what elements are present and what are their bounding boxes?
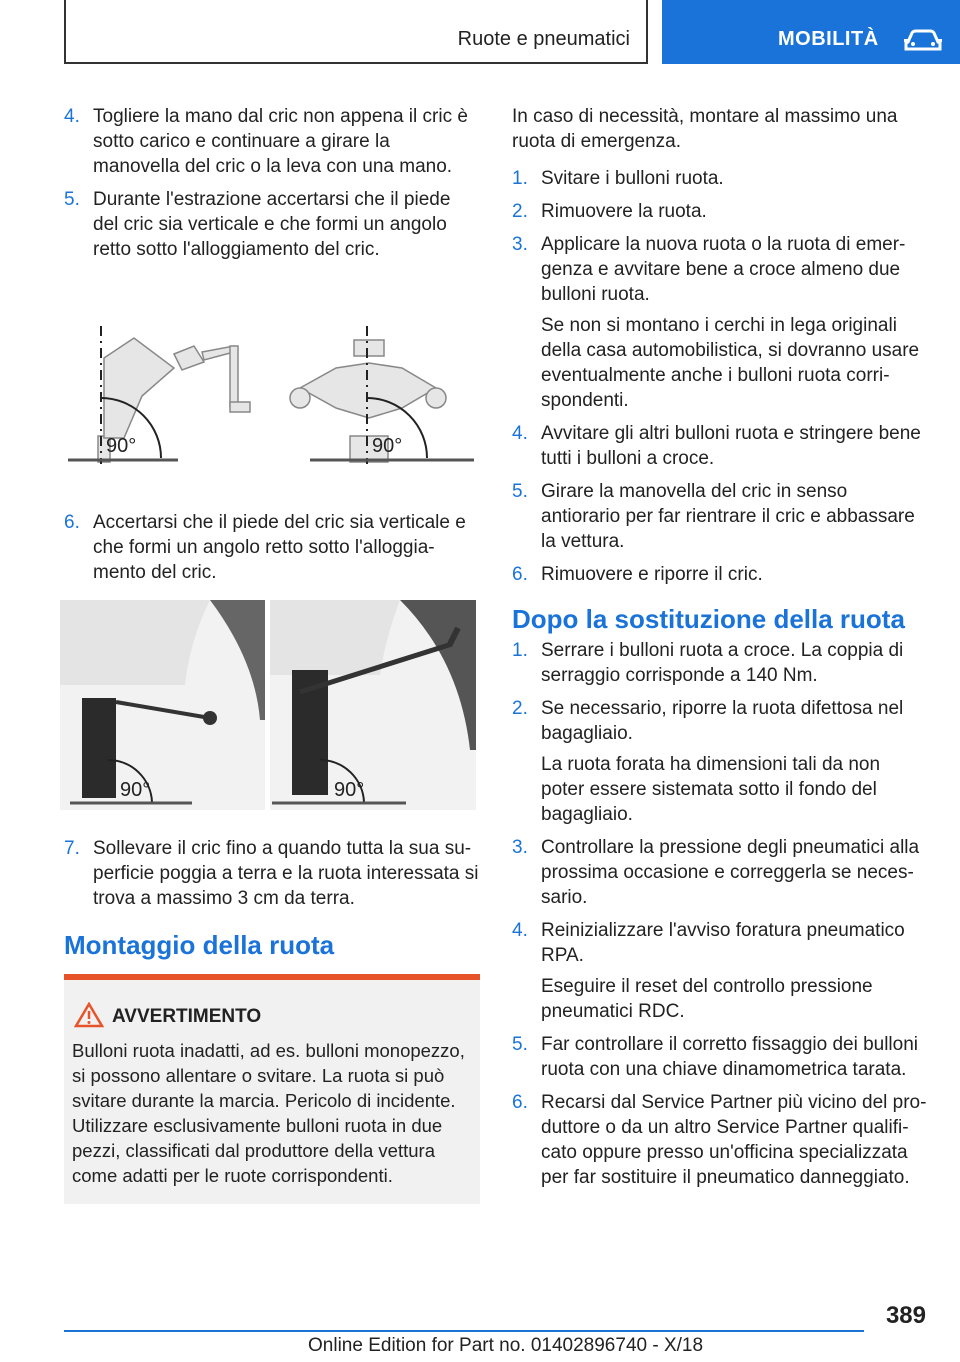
step-text: Avvitare gli altri bulloni ruota e stringere bene tutti i bulloni a croce. bbox=[541, 423, 921, 469]
step-number: 6. bbox=[512, 1092, 528, 1113]
step-number: 2. bbox=[512, 201, 528, 222]
step-number: 3. bbox=[512, 234, 528, 255]
mobility-tab[interactable] bbox=[662, 0, 960, 64]
edition-text: Online Edition for Part no. 01402896740 - X/18 bbox=[308, 1335, 704, 1356]
step-number: 5. bbox=[64, 189, 80, 210]
step-note: La ruota forata ha dimensioni tali da non poter essere sistemata sotto il fondo del bagagliaio. bbox=[541, 754, 881, 825]
section-heading: Dopo la sostituzione della ruota bbox=[512, 604, 905, 634]
list-item bbox=[64, 104, 480, 179]
list-item bbox=[512, 835, 928, 910]
step-text: Accertarsi che il piede del cric sia verticale e che formi un angolo retto sotto l'alloggia-mento del cric. bbox=[93, 512, 466, 583]
list-item bbox=[64, 836, 480, 911]
list-item bbox=[512, 166, 928, 191]
list-item bbox=[512, 918, 928, 1024]
right-column bbox=[512, 104, 928, 1198]
angle-label: 90° bbox=[120, 779, 151, 801]
warning-title: AVVERTIMENTO bbox=[112, 1006, 262, 1027]
step-text: Controllare la pressione degli pneumatici alla prossima occasione e correggerla se neces-sario. bbox=[541, 837, 920, 908]
step-number: 1. bbox=[512, 168, 528, 189]
list-item bbox=[512, 696, 928, 827]
step-note: Eseguire il reset del controllo pressione pneumatici RDC. bbox=[541, 976, 873, 1022]
step-text: Svitare i bulloni ruota. bbox=[541, 168, 724, 189]
page-number: 389 bbox=[885, 1302, 926, 1329]
list-item bbox=[512, 421, 928, 471]
step-text: Rimuovere la ruota. bbox=[541, 201, 707, 222]
step-number: 3. bbox=[512, 837, 528, 858]
step-note: Se non si montano i cerchi in lega originali della casa automobilistica, si dovranno usare eventualmente anche i bulloni ruota corri-spondenti. bbox=[541, 315, 920, 411]
list-item bbox=[512, 638, 928, 688]
list-item bbox=[64, 187, 480, 262]
step-text: Rimuovere e riporre il cric. bbox=[541, 564, 763, 585]
angle-label: 90° bbox=[372, 435, 403, 457]
step-number: 2. bbox=[512, 698, 528, 719]
header-section-box bbox=[64, 0, 648, 64]
warning-text: Bulloni ruota inadatti, ad es. bulloni monopezzo, si possono allentare o svitare. La ruota si può svitare durante la marcia. Pericolo di incidente. Utilizzare esclusivamente bulloni ruota in due pezzi, classificati dal produttore della vettura come adatti per le ruote corrispondenti. bbox=[72, 1040, 465, 1186]
warning-box bbox=[64, 974, 480, 1204]
warning-triangle-icon bbox=[74, 1002, 104, 1028]
list-item bbox=[512, 1090, 928, 1190]
section-title: Ruote e pneumatici bbox=[457, 28, 630, 50]
intro-paragraph: In caso di necessità, montare al massimo una ruota di emergenza. bbox=[512, 106, 898, 152]
step-text: Far controllare il corretto fissaggio dei bulloni ruota con una chiave dinamometrica tarata. bbox=[541, 1034, 919, 1080]
list-item bbox=[512, 232, 928, 413]
list-item bbox=[512, 199, 928, 224]
step-text: Recarsi dal Service Partner più vicino del pro-duttore o da un altro Service Partner qualifi-cato oppure presso un'officina specializzata per far sostituire il pneumatico danneggiato. bbox=[541, 1092, 927, 1188]
car-icon bbox=[902, 28, 944, 52]
list-item bbox=[512, 479, 928, 554]
step-text: Girare la manovella del cric in senso antiorario per far rientrare il cric e abbassare la vettura. bbox=[541, 481, 915, 552]
step-text: Togliere la mano dal cric non appena il cric è sotto carico e continuare a girare la manovella del cric o la leva con una mano. bbox=[93, 106, 468, 177]
angle-label: 90° bbox=[334, 779, 365, 801]
jack-photo-figure bbox=[60, 600, 476, 810]
step-text: Se necessario, riporre la ruota difettosa nel bagagliaio. bbox=[541, 698, 904, 744]
step-text: Sollevare il cric fino a quando tutta la sua su-perficie poggia a terra e la ruota interessata si trova a massimo 3 cm da terra. bbox=[93, 838, 479, 909]
step-number: 4. bbox=[512, 920, 528, 941]
list-item bbox=[64, 510, 480, 585]
step-text: Reinizializzare l'avviso foratura pneumatico RPA. bbox=[541, 920, 905, 966]
step-number: 4. bbox=[512, 423, 528, 444]
section-heading: Montaggio della ruota bbox=[64, 930, 335, 960]
list-item bbox=[512, 562, 928, 587]
step-number: 7. bbox=[64, 838, 80, 859]
step-number: 5. bbox=[512, 481, 528, 502]
step-number: 1. bbox=[512, 640, 528, 661]
step-number: 6. bbox=[512, 564, 528, 585]
left-column-steps-b bbox=[64, 510, 480, 593]
step-number: 4. bbox=[64, 106, 80, 127]
step-number: 5. bbox=[512, 1034, 528, 1055]
angle-label: 90° bbox=[106, 435, 137, 457]
mobility-tab-label: MOBILITÀ bbox=[778, 28, 879, 50]
list-item bbox=[512, 1032, 928, 1082]
step-text: Durante l'estrazione accertarsi che il piede del cric sia verticale e che formi un angolo retto sotto l'alloggiamento del cric. bbox=[93, 189, 451, 260]
left-column-steps-c bbox=[64, 836, 480, 958]
footer-divider bbox=[64, 1330, 864, 1332]
step-number: 6. bbox=[64, 512, 80, 533]
left-column-steps-a bbox=[64, 104, 480, 270]
step-text: Applicare la nuova ruota o la ruota di emer-genza e avvitare bene a croce almeno due bulloni ruota. bbox=[541, 234, 906, 305]
jack-diagram-figure bbox=[64, 318, 480, 468]
step-text: Serrare i bulloni ruota a croce. La coppia di serraggio corrisponde a 140 Nm. bbox=[541, 640, 904, 686]
